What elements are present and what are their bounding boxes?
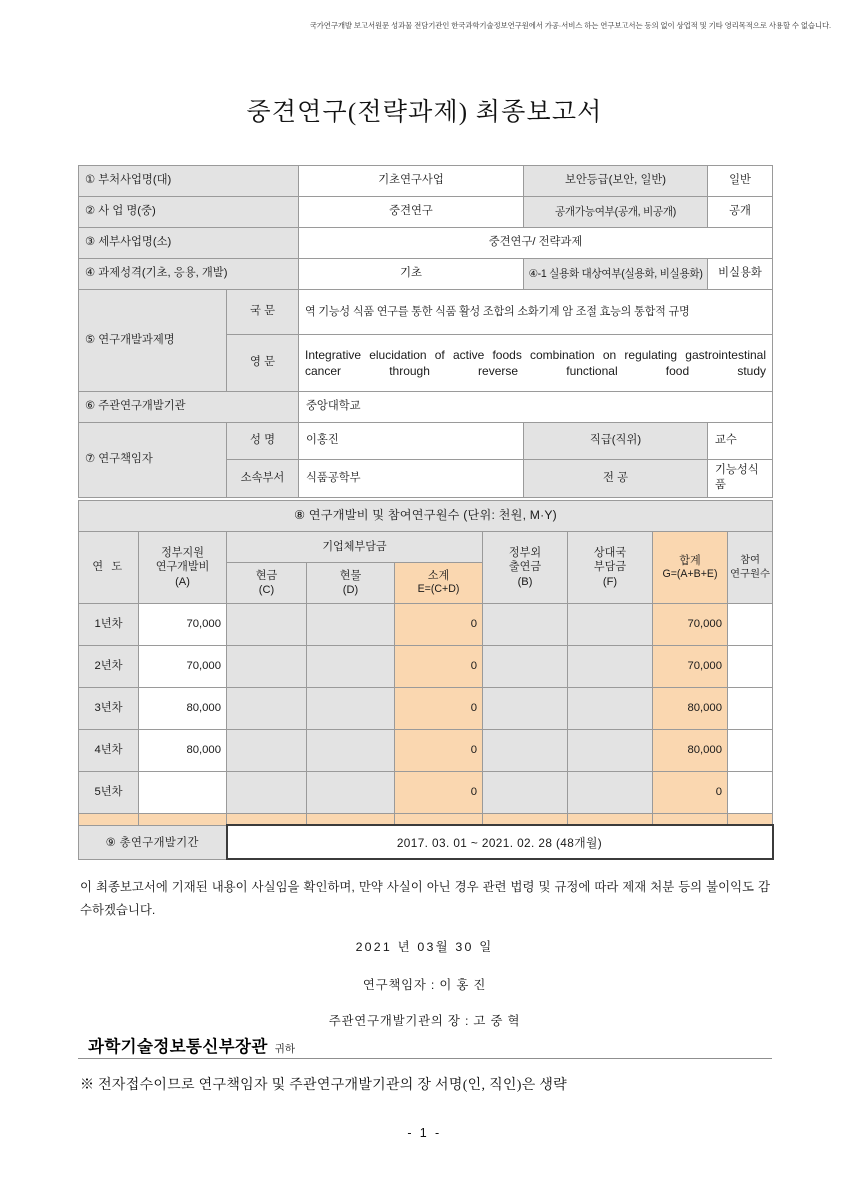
header-cash: 현금 (C) (227, 563, 307, 604)
cell-researchers (728, 646, 773, 688)
value-program-name: 중견연구 (299, 197, 524, 228)
footnote-electronic-submission: ※ 전자접수이므로 연구책임자 및 주관연구개발기관의 장 서명(인, 직인)은 생략 (80, 1078, 567, 1093)
label-security-grade: 보안등급(보안, 일반) (524, 166, 708, 197)
cell-subtotal: 0 (395, 688, 483, 730)
header-company-contribution: 기업체부담금 (227, 532, 483, 563)
cell-year: 1년차 (79, 604, 139, 646)
label-project-title: ⑤ 연구개발과제명 (79, 290, 227, 392)
table-row-project-title-ko (79, 290, 773, 335)
cell-year: 5년차 (79, 772, 139, 814)
research-period-table (78, 824, 774, 860)
table-row-period (79, 825, 773, 859)
label-title-english: 영 문 (227, 335, 299, 392)
value-department-program: 기초연구사업 (299, 166, 524, 197)
budget-caption-row (79, 501, 773, 532)
label-program-name: ② 사 업 명(중) (79, 197, 299, 228)
table-row (79, 646, 773, 688)
header-subtotal: 소계 E=(C+D) (395, 563, 483, 604)
cell-total: 70,000 (653, 604, 728, 646)
cell-researchers (728, 688, 773, 730)
value-detail-program: 중견연구/ 전략과제 (299, 228, 773, 259)
cell-partner (568, 730, 653, 772)
table-row-project-type (79, 259, 773, 290)
table-row (79, 730, 773, 772)
cell-gov-support (139, 772, 227, 814)
value-commercialization: 비실용화 (708, 259, 773, 290)
table-row-pi-name (79, 423, 773, 460)
signature-date: 2021 년 03월 30 일 (355, 940, 494, 954)
cell-subtotal: 0 (395, 772, 483, 814)
label-pi-major: 전 공 (524, 460, 708, 498)
page-number: - 1 - (407, 1126, 442, 1140)
value-pi-department: 식품공학부 (299, 460, 524, 498)
value-title-english: Integrative elucidation of active foods combination on regulating gastrointestinal cancer through reverse functional food study (299, 335, 773, 392)
label-commercialization: ④-1 실용화 대상여부(실용화, 비실용화) (524, 259, 708, 290)
label-disclosure: 공개가능여부(공개, 비공개) (524, 197, 708, 228)
budget-table (78, 500, 773, 851)
header-partner-country: 상대국 부담금 (F) (568, 532, 653, 604)
cell-cash (227, 772, 307, 814)
cell-nongov (483, 646, 568, 688)
cell-cash (227, 646, 307, 688)
label-pi-department: 소속부서 (227, 460, 299, 498)
cell-cash (227, 604, 307, 646)
budget-header-row-1 (79, 532, 773, 563)
value-disclosure: 공개 (708, 197, 773, 228)
label-host-institution: ⑥ 주관연구개발기관 (79, 392, 299, 423)
label-pi-rank: 직급(직위) (524, 423, 708, 460)
cell-year: 4년차 (79, 730, 139, 772)
label-detail-program: ③ 세부사업명(소) (79, 228, 299, 259)
cell-total: 0 (653, 772, 728, 814)
label-department-program: ① 부처사업명(대) (79, 166, 299, 197)
cell-partner (568, 772, 653, 814)
cell-total: 80,000 (653, 730, 728, 772)
cell-in-kind (307, 730, 395, 772)
cell-researchers (728, 604, 773, 646)
label-pi-name: 성 명 (227, 423, 299, 460)
table-row-host-institution (79, 392, 773, 423)
cell-nongov (483, 688, 568, 730)
label-title-korean: 국 문 (227, 290, 299, 335)
page-title: 중견연구(전략과제) 최종보고서 (246, 99, 603, 126)
budget-caption: ⑧ 연구개발비 및 참여연구원수 (단위: 천원, M·Y) (79, 501, 773, 532)
cell-partner (568, 688, 653, 730)
cell-year: 3년차 (79, 688, 139, 730)
table-row-program-name (79, 197, 773, 228)
value-research-period: 2017. 03. 01 ~ 2021. 02. 28 (48개월) (227, 825, 773, 859)
value-pi-major: 기능성식품 (708, 460, 773, 498)
declaration-statement: 이 최종보고서에 기재된 내용이 사실임을 확인하며, 만약 사실이 아닌 경우 관련 법령 및 규정에 따라 제재 처분 등의 불이익도 감수하겠습니다. (80, 880, 770, 917)
cell-gov-support: 80,000 (139, 688, 227, 730)
cell-nongov (483, 730, 568, 772)
cell-researchers (728, 772, 773, 814)
header-in-kind: 현물 (D) (307, 563, 395, 604)
cell-gov-support: 80,000 (139, 730, 227, 772)
table-row-department-program (79, 166, 773, 197)
header-grand-total: 합계 G=(A+B+E) (653, 532, 728, 604)
project-info-table (78, 165, 773, 498)
header-researcher-count: 참여 연구원수 (728, 532, 773, 604)
value-host-institution: 중앙대학교 (299, 392, 773, 423)
minister-title: 과학기술정보통신부장관 (88, 1038, 268, 1056)
table-row-detail-program (79, 228, 773, 259)
value-security-grade: 일반 (708, 166, 773, 197)
horizontal-divider (78, 1058, 772, 1059)
cell-partner (568, 604, 653, 646)
cell-researchers (728, 730, 773, 772)
cell-partner (568, 646, 653, 688)
header-year: 연 도 (79, 532, 139, 604)
cell-nongov (483, 772, 568, 814)
cell-cash (227, 730, 307, 772)
cell-subtotal: 0 (395, 646, 483, 688)
label-project-type: ④ 과제성격(기초, 응용, 개발) (79, 259, 299, 290)
table-row (79, 772, 773, 814)
cell-total: 70,000 (653, 646, 728, 688)
cell-total: 80,000 (653, 688, 728, 730)
cell-nongov (483, 604, 568, 646)
header-gov-support: 정부지원 연구개발비 (A) (139, 532, 227, 604)
cell-in-kind (307, 772, 395, 814)
value-pi-name: 이홍진 (299, 423, 524, 460)
cell-cash (227, 688, 307, 730)
value-project-type: 기초 (299, 259, 524, 290)
cell-year: 2년차 (79, 646, 139, 688)
copyright-notice: 국가연구개발 보고서원문 성과물 전담기관인 한국과학기술정보연구원에서 가공·서비스 하는 연구보고서는 동의 없이 상업적 및 기타 영리목적으로 사용할 수 없습니다. (309, 21, 831, 30)
table-row (79, 604, 773, 646)
signature-organization-head: 주관연구개발기관의 장 : 고 중 혁 (328, 1014, 521, 1028)
cell-gov-support: 70,000 (139, 646, 227, 688)
label-principal-investigator: ⑦ 연구책임자 (79, 423, 227, 498)
minister-addressee-row (88, 1033, 772, 1057)
signature-principal-investigator: 연구책임자 : 이 홍 진 (362, 978, 487, 992)
cell-subtotal: 0 (395, 604, 483, 646)
label-research-period: ⑨ 총연구개발기간 (79, 825, 227, 859)
cell-subtotal: 0 (395, 730, 483, 772)
value-pi-rank: 교수 (708, 423, 773, 460)
addressee-honorific: 귀하 (274, 1043, 296, 1055)
cell-in-kind (307, 604, 395, 646)
table-row (79, 688, 773, 730)
value-title-korean: 역 기능성 식품 연구를 통한 식품 활성 조합의 소화기계 암 조절 효능의 통합적 규명 (299, 290, 773, 335)
header-nongov-funds: 정부외 출연금 (B) (483, 532, 568, 604)
cell-gov-support: 70,000 (139, 604, 227, 646)
cell-in-kind (307, 646, 395, 688)
cell-in-kind (307, 688, 395, 730)
